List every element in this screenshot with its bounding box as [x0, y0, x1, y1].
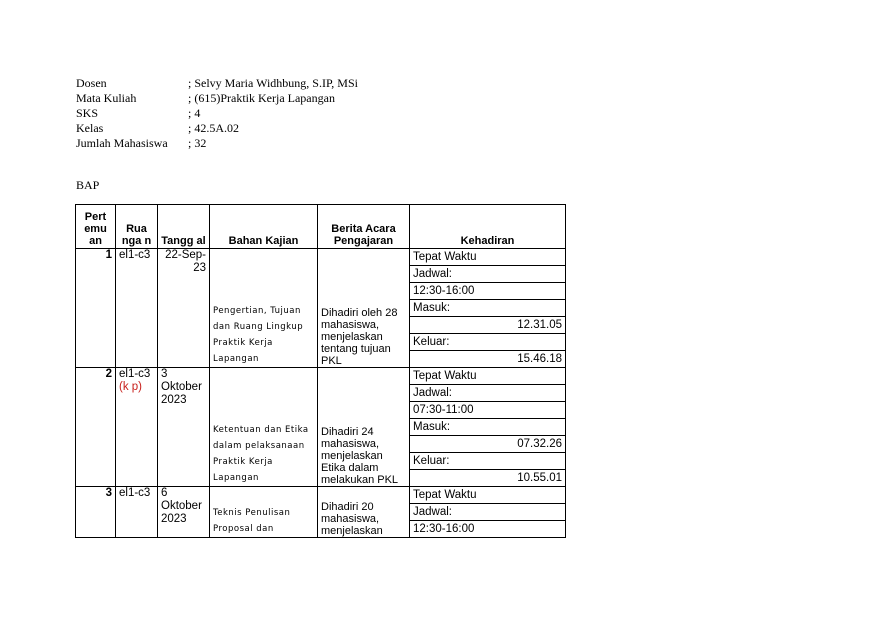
keluar-value: 10.55.01	[410, 470, 566, 487]
ruangan-cell	[116, 368, 158, 487]
info-value: ; (615)Praktik Kerja Lapangan	[188, 91, 335, 105]
tanggal-cell: 22-Sep-23	[158, 249, 210, 368]
berita-acara-cell: Dihadiri 24 mahasiswa, menjelaskan Etika dalam melakukan PKL	[318, 368, 410, 487]
header-bahan-kajian: Bahan Kajian	[210, 205, 318, 249]
header-pertemuan: Pert emu an	[76, 205, 116, 249]
ruangan-cell: el1-c3	[116, 249, 158, 368]
pertemuan-number: 2	[76, 368, 116, 487]
info-value: ; 32	[188, 136, 207, 150]
pertemuan-number: 1	[76, 249, 116, 368]
bahan-kajian-cell: Pengertian, Tujuan dan Ruang Lingkup Praktik Kerja Lapangan	[210, 249, 318, 368]
berita-acara-cell: Dihadiri oleh 28 mahasiswa, menjelaskan tentang tujuan PKL	[318, 249, 410, 368]
table-row	[76, 487, 566, 504]
info-row-mata-kuliah	[76, 91, 358, 106]
jadwal-label: Jadwal:	[410, 504, 566, 521]
pertemuan-number: 3	[76, 487, 116, 538]
header-berita-acara: Berita Acara Pengajaran	[318, 205, 410, 249]
jadwal-value: 12:30-16:00	[410, 283, 566, 300]
jadwal-label: Jadwal:	[410, 266, 566, 283]
info-value: ; Selvy Maria Widhbung, S.IP, MSi	[188, 76, 358, 90]
section-title: BAP	[76, 178, 100, 192]
header-tanggal: Tangg al	[158, 205, 210, 249]
keluar-label: Keluar:	[410, 453, 566, 470]
info-label: Kelas	[76, 121, 104, 135]
course-info	[76, 76, 358, 151]
kehadiran-status: Tepat Waktu	[410, 487, 566, 504]
bahan-kajian-cell: Ketentuan dan Etika dalam pelaksanaan Praktik Kerja Lapangan	[210, 368, 318, 487]
keluar-label: Keluar:	[410, 334, 566, 351]
bahan-kajian-cell: Teknis Penulisan Proposal dan	[210, 487, 318, 538]
table-row	[76, 368, 566, 385]
info-label: SKS	[76, 106, 99, 120]
info-label: Dosen	[76, 76, 107, 90]
info-row-sks	[76, 106, 358, 121]
info-value: ; 4	[188, 106, 201, 120]
ruangan-note: (k p)	[119, 381, 142, 393]
masuk-label: Masuk:	[410, 300, 566, 317]
jadwal-value: 12:30-16:00	[410, 521, 566, 538]
keluar-value: 15.46.18	[410, 351, 566, 368]
masuk-value: 12.31.05	[410, 317, 566, 334]
ruangan-code: el1-c3	[119, 368, 151, 380]
info-row-kelas	[76, 121, 358, 136]
header-kehadiran: Kehadiran	[410, 205, 566, 249]
masuk-label: Masuk:	[410, 419, 566, 436]
masuk-value: 07.32.26	[410, 436, 566, 453]
info-label: Mata Kuliah	[76, 91, 137, 105]
tanggal-cell: 6 Oktober 2023	[158, 487, 210, 538]
berita-acara-cell: Dihadiri 20 mahasiswa, menjelaskan	[318, 487, 410, 538]
jadwal-value: 07:30-11:00	[410, 402, 566, 419]
jadwal-label: Jadwal:	[410, 385, 566, 402]
tanggal-cell: 3 Oktober 2023	[158, 368, 210, 487]
table-header-row	[76, 205, 566, 249]
info-row-jumlah-mahasiswa	[76, 136, 358, 151]
info-row-dosen	[76, 76, 358, 91]
bap-table	[75, 204, 566, 538]
table-row	[76, 249, 566, 266]
info-value: ; 42.5A.02	[188, 121, 239, 135]
header-ruangan: Rua nga n	[116, 205, 158, 249]
kehadiran-status: Tepat Waktu	[410, 249, 566, 266]
info-label: Jumlah Mahasiswa	[76, 136, 168, 150]
kehadiran-status: Tepat Waktu	[410, 368, 566, 385]
ruangan-cell: el1-c3	[116, 487, 158, 538]
